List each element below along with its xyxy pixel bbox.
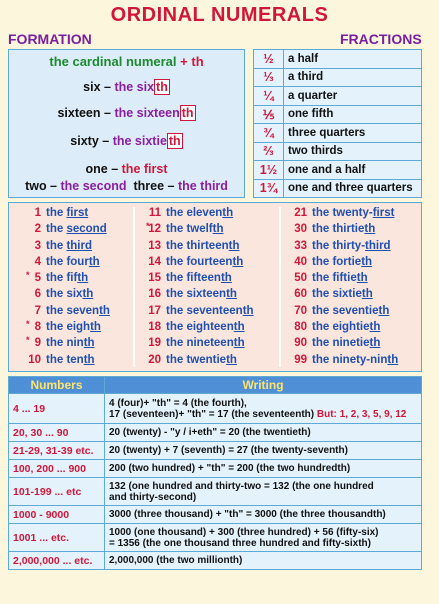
- ordinal-row: [131, 240, 254, 256]
- ordinal-suffix: th: [220, 272, 232, 285]
- ordinal-base: the ninety-nin: [312, 353, 388, 366]
- fraction-word: a third: [284, 68, 422, 87]
- example-ordinal: the first: [121, 162, 168, 176]
- ordinal-base: the: [46, 207, 67, 219]
- fraction-number: ⅔: [254, 142, 284, 161]
- writing-line-1: 1000 (one thousand) + 300 (three hundred) + 56 (fifty-six): [109, 526, 379, 538]
- ordinal-row: [277, 354, 398, 370]
- fraction-word: two thirds: [284, 142, 422, 161]
- ordinal-suffix: th: [88, 255, 100, 268]
- writing-cell: [105, 524, 422, 552]
- fractions-table: [253, 49, 422, 198]
- exception-star: *: [26, 335, 30, 346]
- number-range: 1000 - 9000: [9, 506, 105, 524]
- ordinal-number: 3: [34, 239, 41, 252]
- ordinal-suffix: th: [361, 255, 373, 268]
- ordinal-row: [131, 272, 254, 288]
- ordinal-suffix: th: [378, 304, 390, 317]
- fraction-number: 1½: [254, 161, 284, 180]
- ordinal-suffix: th: [356, 272, 368, 285]
- fraction-word: one and a half: [284, 161, 422, 180]
- fraction-word: one fifth: [284, 105, 422, 124]
- ordinal-base: the: [46, 223, 67, 236]
- ordinal-row: [131, 288, 254, 304]
- writing-line-1: 200 (two hundred) + "th" = 200 (the two hundredth): [109, 463, 351, 474]
- formation-example-two-three: [9, 179, 244, 193]
- fraction-row: [254, 142, 422, 161]
- ordinal-row: [131, 256, 254, 272]
- ordinal-word: [166, 272, 232, 284]
- ordinal-number: 14: [148, 255, 161, 268]
- fraction-word: a half: [284, 50, 422, 69]
- fraction-row: [254, 50, 422, 69]
- formation-example-six: [9, 80, 244, 94]
- example-ordinal: the second: [60, 179, 127, 193]
- ordinal-word: [46, 256, 100, 268]
- ordinal-number: 9: [34, 337, 41, 350]
- ordinal-number: 60: [294, 288, 307, 301]
- exception-star: *: [26, 270, 30, 281]
- ordinals-column-1: [11, 207, 110, 370]
- number-range: 100, 200 ... 900: [9, 460, 105, 478]
- ordinal-base: the seven: [46, 304, 100, 317]
- formation-heading: FORMATION: [8, 31, 92, 47]
- ordinal-number: 21: [294, 207, 307, 219]
- ordinal-base: the twelf: [166, 223, 213, 236]
- writing-cell: [105, 442, 422, 460]
- ordinal-suffix: th: [90, 321, 101, 334]
- example-suffix: th: [181, 106, 194, 120]
- ordinal-base: the thirtie: [312, 223, 365, 236]
- ordinal-number: 20: [148, 353, 161, 366]
- ordinal-word: [46, 288, 93, 300]
- ordinal-suffix: th: [83, 353, 95, 366]
- ordinal-suffix: th: [233, 321, 245, 334]
- ordinal-word: [46, 207, 88, 219]
- ordinal-row: [11, 272, 110, 288]
- ordinals-column-2: [131, 207, 254, 370]
- ordinal-number: 7: [34, 304, 41, 317]
- ordinal-number: 17: [148, 304, 161, 317]
- ordinal-row: [11, 240, 110, 256]
- ordinal-word: [46, 354, 95, 366]
- ordinal-number: 2: [34, 223, 41, 236]
- ordinal-word: [312, 207, 394, 219]
- number-range: 101-199 ... etc: [9, 478, 105, 506]
- number-range: 21-29, 31-39 etc.: [9, 442, 105, 460]
- ordinal-word: [166, 240, 239, 252]
- example-ordinal: the six: [114, 80, 155, 94]
- ordinal-number: 18: [148, 321, 161, 334]
- ordinal-number: 1: [34, 207, 41, 219]
- ordinal-row: [277, 305, 398, 321]
- writing-cell: [105, 424, 422, 442]
- writing-exceptions: But: 1, 2, 3, 5, 9, 12: [314, 408, 407, 420]
- ordinal-number: 90: [294, 337, 307, 350]
- ordinal-base: the ten: [46, 353, 84, 366]
- ordinal-base: the sixteen: [166, 288, 227, 301]
- writing-row: [9, 460, 422, 478]
- example-cardinal: two –: [25, 179, 58, 193]
- ordinal-number: 5: [34, 272, 41, 285]
- ordinal-row: [277, 272, 398, 288]
- ordinal-word: [312, 223, 375, 235]
- ordinal-row: [11, 337, 110, 353]
- ordinal-word: [312, 354, 398, 366]
- ordinal-number: 33: [294, 239, 307, 252]
- writing-column-header: Writing: [105, 377, 422, 394]
- writing-row: [9, 552, 422, 570]
- ordinals-column-3: [277, 207, 398, 370]
- ordinal-base: the six: [46, 288, 83, 301]
- writing-cell: [105, 394, 422, 424]
- ordinal-base: the seventie: [312, 304, 379, 317]
- exception-star: *: [26, 319, 30, 330]
- writing-line-1: 4 (four)+ "th" = 4 (the fourth),: [109, 397, 247, 409]
- ordinal-suffix: th: [82, 288, 94, 301]
- ordinal-number: 6: [34, 288, 41, 301]
- ordinal-suffix: th: [364, 223, 376, 236]
- ordinal-suffix: first: [66, 207, 89, 219]
- fraction-word: three quarters: [284, 124, 422, 143]
- ordinal-row: [11, 207, 110, 223]
- writing-line-1: 2,000,000 (the two millionth): [109, 555, 243, 566]
- ordinal-row: [131, 354, 254, 370]
- fraction-number: ½: [254, 50, 284, 69]
- formation-example-one: [9, 162, 244, 176]
- page-title: ORDINAL NUMERALS: [110, 4, 329, 26]
- ordinal-suffix: th: [77, 272, 89, 285]
- fraction-row: [254, 68, 422, 87]
- formation-example-sixteen: [9, 106, 244, 120]
- ordinal-number: 4: [34, 255, 41, 268]
- fraction-number: ¾: [254, 124, 284, 143]
- ordinal-base: the seventeen: [166, 304, 243, 317]
- fraction-row: [254, 179, 422, 198]
- ordinal-suffix: th: [361, 288, 373, 301]
- ordinal-word: [166, 256, 243, 268]
- ordinal-row: [277, 337, 398, 353]
- ordinal-number: 10: [28, 353, 41, 366]
- example-ordinal: the sixtie: [112, 134, 167, 148]
- fraction-number: 1¾: [254, 179, 284, 198]
- ordinal-word: [166, 337, 245, 349]
- ordinal-base: the fif: [46, 272, 78, 285]
- ordinal-number: 15: [148, 272, 161, 285]
- example-cardinal: sixty –: [70, 134, 110, 148]
- ordinal-row: [277, 223, 398, 239]
- fraction-number: ⅕: [254, 105, 284, 124]
- ordinal-number: 19: [148, 337, 161, 350]
- ordinal-row: [277, 240, 398, 256]
- ordinal-number: 16: [148, 288, 161, 301]
- rule-plus: +: [180, 54, 188, 69]
- ordinal-base: the eleven: [166, 207, 223, 219]
- ordinal-row: [11, 288, 110, 304]
- writing-cell: [105, 460, 422, 478]
- ordinal-suffix: third: [66, 239, 93, 252]
- ordinal-suffix: th: [226, 288, 237, 301]
- fraction-word: one and three quarters: [284, 179, 422, 198]
- ordinal-row: [277, 321, 398, 337]
- fraction-number: ¼: [254, 87, 284, 106]
- writing-line-1: 3000 (three thousand) + "th" = 3000 (the three thousandth): [109, 509, 386, 520]
- ordinal-suffix: first: [372, 207, 395, 219]
- example-cardinal: one –: [85, 162, 119, 176]
- rule-cardinal: the cardinal numeral: [49, 54, 177, 69]
- ordinal-number: 70: [294, 304, 307, 317]
- ordinal-word: [312, 305, 389, 317]
- writing-row: [9, 394, 422, 424]
- fractions-heading: FRACTIONS: [340, 31, 422, 47]
- writing-line-1: 20 (twenty) + 7 (seventh) = 27 (the twenty-seventh): [109, 445, 348, 456]
- exception-star: *: [146, 221, 150, 232]
- number-range: 20, 30 ... 90: [9, 424, 105, 442]
- ordinal-word: [166, 321, 245, 333]
- ordinal-row: [277, 256, 398, 272]
- ordinal-word: [46, 223, 107, 235]
- ordinal-row: [131, 337, 254, 353]
- ordinal-word: [46, 272, 88, 284]
- ordinal-base: the eighteen: [166, 321, 234, 334]
- ordinal-suffix: th: [212, 223, 224, 236]
- ordinal-suffix: third: [365, 239, 391, 252]
- ordinal-number: 8: [34, 321, 41, 334]
- ordinal-number: 30: [294, 223, 307, 236]
- ordinal-number: 40: [294, 255, 307, 268]
- writing-cell: [105, 552, 422, 570]
- ordinal-suffix: th: [83, 337, 95, 350]
- ordinal-suffix: th: [228, 239, 240, 252]
- ordinal-suffix: th: [99, 304, 110, 317]
- example-cardinal: six –: [83, 80, 111, 94]
- ordinal-base: the ninetie: [312, 337, 370, 350]
- ordinal-word: [46, 240, 92, 252]
- fraction-row: [254, 161, 422, 180]
- ordinal-row: [277, 207, 398, 223]
- example-ordinal: the sixteen: [114, 106, 180, 120]
- ordinal-suffix: th: [232, 255, 244, 268]
- rule-suffix: th: [191, 54, 204, 69]
- example-cardinal: three –: [133, 179, 175, 193]
- ordinal-suffix: second: [66, 223, 107, 236]
- writing-cell: [105, 506, 422, 524]
- ordinal-row: [11, 354, 110, 370]
- ordinal-base: the eigh: [46, 321, 91, 334]
- ordinal-base: the thirteen: [166, 239, 229, 252]
- writing-line-2: and thirty-second): [109, 491, 197, 503]
- ordinal-number: 13: [148, 239, 161, 252]
- ordinal-word: [312, 240, 391, 252]
- ordinal-base: the four: [46, 255, 89, 268]
- number-range: 2,000,000 ... etc.: [9, 552, 105, 570]
- ordinal-suffix: th: [242, 304, 254, 317]
- fraction-row: [254, 105, 422, 124]
- formation-rule: [9, 54, 244, 69]
- ordinal-base: the fiftie: [312, 272, 357, 285]
- ordinal-base: the nineteen: [166, 337, 234, 350]
- example-ordinal: the third: [177, 179, 228, 193]
- numbers-column-header: Numbers: [9, 377, 105, 394]
- ordinal-base: the thirty-: [312, 239, 366, 252]
- ordinal-word: [312, 337, 380, 349]
- ordinal-word: [46, 305, 110, 317]
- ordinal-number: 99: [294, 353, 307, 366]
- ordinal-suffix: th: [387, 353, 399, 366]
- ordinal-word: [312, 256, 372, 268]
- ordinal-word: [166, 288, 237, 300]
- ordinal-number: 12: [148, 223, 161, 236]
- fraction-word: a quarter: [284, 87, 422, 106]
- ordinal-word: [312, 272, 368, 284]
- ordinal-row: [131, 223, 254, 239]
- ordinal-suffix: th: [233, 337, 245, 350]
- ordinal-word: [312, 321, 380, 333]
- number-range: 4 ... 19: [9, 394, 105, 424]
- writing-row: [9, 478, 422, 506]
- ordinal-base: the fortie: [312, 255, 362, 268]
- fraction-row: [254, 124, 422, 143]
- ordinal-word: [166, 207, 233, 219]
- ordinal-word: [46, 321, 101, 333]
- number-range: 1001 ... etc.: [9, 524, 105, 552]
- ordinal-suffix: th: [369, 337, 381, 350]
- writing-row: [9, 424, 422, 442]
- ordinal-row: [277, 288, 398, 304]
- fraction-row: [254, 87, 422, 106]
- writing-line-2: = 1356 (the one thousand three hundred and fifty-sixth): [109, 537, 371, 549]
- formation-box: [8, 49, 245, 198]
- ordinal-word: [312, 288, 373, 300]
- ordinal-row: [11, 223, 110, 239]
- writing-row: [9, 442, 422, 460]
- ordinal-row: [131, 321, 254, 337]
- ordinal-base: the: [46, 239, 67, 252]
- writing-line-1: 132 (one hundred and thirty-two = 132 (the one hundred: [109, 480, 374, 492]
- ordinal-row: [131, 305, 254, 321]
- ordinal-number: 50: [294, 272, 307, 285]
- ordinal-suffix: th: [369, 321, 381, 334]
- ordinal-word: [166, 305, 254, 317]
- ordinal-base: the fourteen: [166, 255, 233, 268]
- writing-cell: [105, 478, 422, 506]
- ordinal-base: the twentie: [166, 353, 227, 366]
- ordinal-base: the twenty-: [312, 207, 373, 219]
- writing-table: [8, 376, 422, 570]
- example-suffix: th: [168, 134, 181, 148]
- ordinal-number: 80: [294, 321, 307, 334]
- ordinal-base: the fifteen: [166, 272, 221, 285]
- writing-row: [9, 524, 422, 552]
- ordinal-base: the eightie: [312, 321, 370, 334]
- formation-example-sixty: [9, 134, 244, 148]
- writing-line-1: 20 (twenty) - "y / i+eth" = 20 (the twentieth): [109, 427, 311, 438]
- writing-line-2: 17 (seventeen)+ "th" = 17 (the seventeenth): [109, 408, 315, 420]
- ordinal-numerals-grid: [8, 202, 422, 372]
- ordinal-word: [46, 337, 95, 349]
- fraction-number: ⅓: [254, 68, 284, 87]
- example-cardinal: sixteen –: [57, 106, 111, 120]
- ordinal-word: [166, 223, 224, 235]
- ordinal-base: the sixtie: [312, 288, 362, 301]
- writing-row: [9, 506, 422, 524]
- ordinal-suffix: th: [222, 207, 234, 219]
- ordinal-number: 11: [148, 207, 161, 219]
- ordinal-suffix: th: [226, 353, 237, 366]
- ordinal-word: [166, 354, 237, 366]
- example-suffix: th: [156, 80, 168, 94]
- ordinal-base: the nin: [46, 337, 84, 350]
